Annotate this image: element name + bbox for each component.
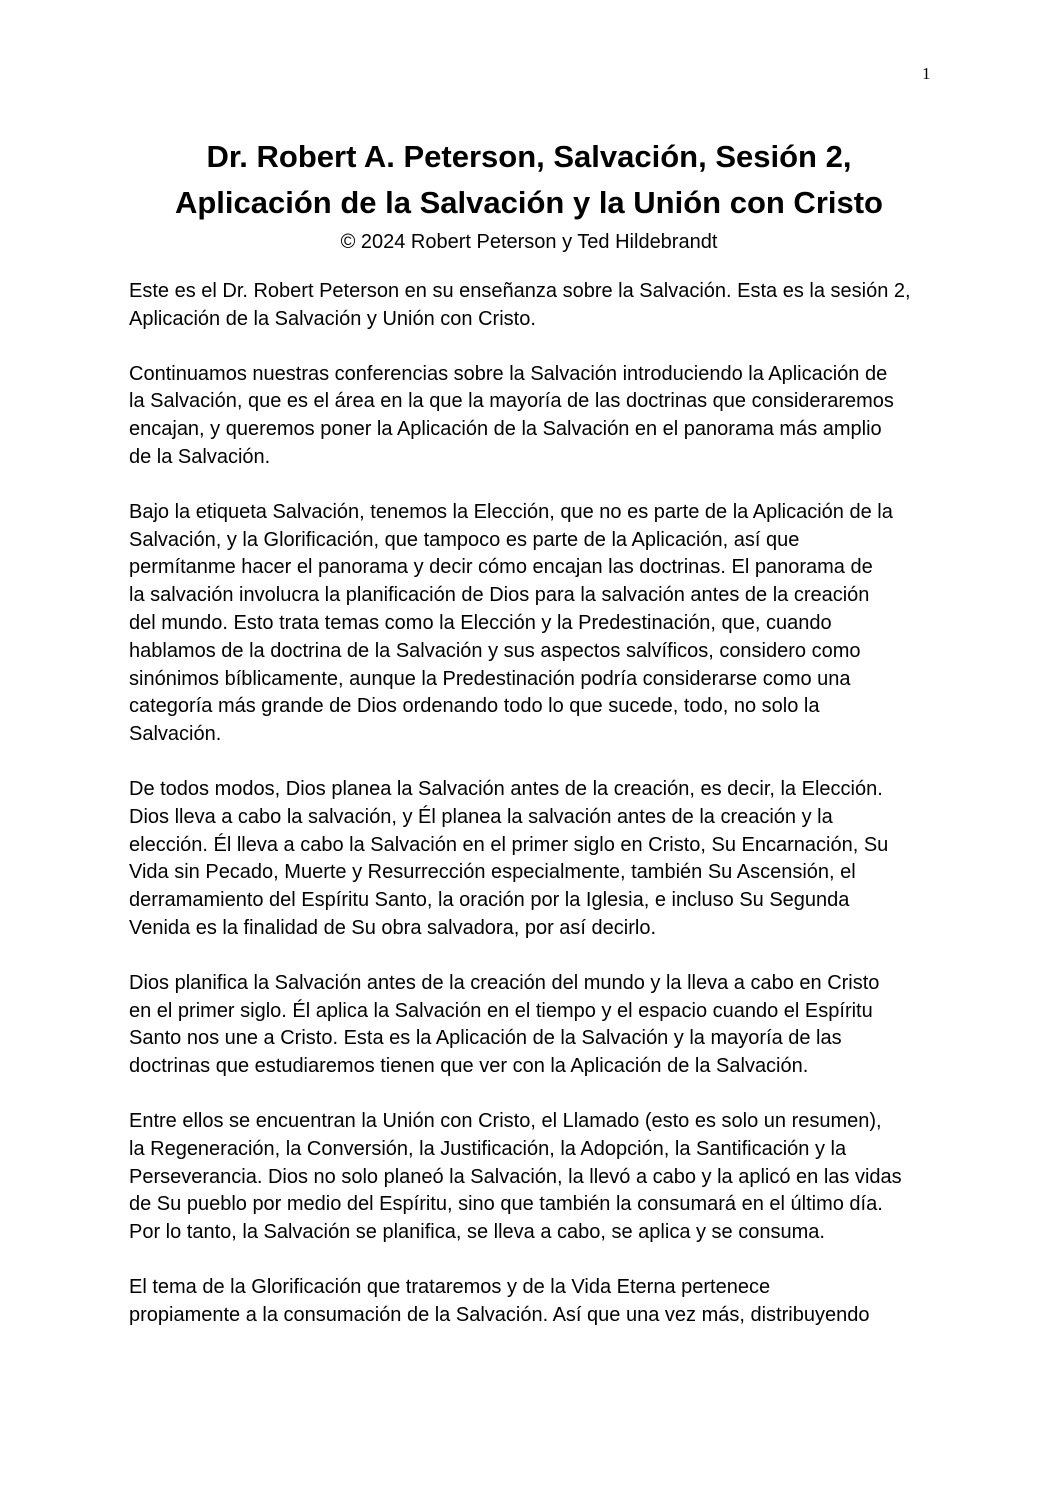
text-line: categoría más grande de Dios ordenando todo lo que sucede, todo, no solo la	[129, 695, 820, 718]
text-line: De todos modos, Dios planea la Salvación antes de la creación, es decir, la Elección.	[129, 777, 883, 800]
text-line: Dios planifica la Salvación antes de la creación del mundo y la lleva a cabo en Cristo	[129, 971, 880, 994]
text-line: Perseverancia. Dios no solo planeó la Salvación, la llevó a cabo y la aplicó en las vidas	[129, 1165, 902, 1188]
text-line: Venida es la finalidad de Su obra salvadora, por así decirlo.	[129, 916, 657, 939]
paragraph-6	[129, 1108, 929, 1247]
text-line: permítanme hacer el panorama y decir cómo encajan las doctrinas. El panorama de	[129, 556, 873, 579]
text-line: Salvación.	[129, 723, 222, 746]
text-line: Dios lleva a cabo la salvación, y Él planea la salvación antes de la creación y la	[129, 805, 833, 828]
text-line: hablamos de la doctrina de la Salvación y sus aspectos salvíficos, considero como	[129, 639, 861, 662]
text-line: la Salvación, que es el área en la que la mayoría de las doctrinas que consideraremos	[129, 390, 894, 413]
text-line: Bajo la etiqueta Salvación, tenemos la Elección, que no es parte de la Aplicación de la	[129, 500, 893, 523]
text-line: la salvación involucra la planificación de Dios para la salvación antes de la creación	[129, 584, 870, 607]
page-number: 1	[922, 64, 931, 83]
text-line: Entre ellos se encuentran la Unión con Cristo, el Llamado (esto es solo un resumen),	[129, 1109, 882, 1132]
paragraph-4	[129, 776, 929, 943]
text-line: de la Salvación.	[129, 445, 271, 468]
paragraph-5	[129, 970, 929, 1081]
paragraph-1	[129, 278, 929, 334]
text-line: de Su pueblo por medio del Espíritu, sino que también la consumará en el último día.	[129, 1193, 883, 1216]
document-header	[100, 134, 958, 256]
text-line: Continuamos nuestras conferencias sobre la Salvación introduciendo la Aplicación de	[129, 362, 888, 385]
text-line: El tema de la Glorificación que trataremos y de la Vida Eterna pertenece	[129, 1275, 771, 1298]
text-line: la Regeneración, la Conversión, la Justificación, la Adopción, la Santificación y la	[129, 1137, 847, 1160]
text-line: doctrinas que estudiaremos tienen que ver con la Aplicación de la Salvación.	[129, 1055, 809, 1078]
paragraph-7	[129, 1274, 929, 1330]
text-line: elección. Él lleva a cabo la Salvación en el primer siglo en Cristo, Su Encarnación, Su	[129, 833, 889, 856]
text-line: en el primer siglo. Él aplica la Salvación en el tiempo y el espacio cuando el Espíritu	[129, 999, 873, 1022]
paragraph-2	[129, 361, 929, 472]
text-line: Santo nos une a Cristo. Esta es la Aplicación de la Salvación y la mayoría de las	[129, 1027, 842, 1050]
page-title-line-1: Dr. Robert A. Peterson, Salvación, Sesión 2,	[206, 139, 852, 174]
text-line: Aplicación de la Salvación y Unión con Cristo.	[129, 307, 536, 330]
text-line: del mundo. Esto trata temas como la Elección y la Predestinación, que, cuando	[129, 611, 832, 634]
page-title-line-2: Aplicación de la Salvación y la Unión con Cristo	[174, 185, 883, 220]
text-line: sinónimos bíblicamente, aunque la Predestinación podría considerarse como una	[129, 667, 851, 690]
paragraph-3	[129, 499, 929, 749]
text-line: Vida sin Pecado, Muerte y Resurrección especialmente, también Su Ascensión, el	[129, 861, 856, 884]
text-line: Este es el Dr. Robert Peterson en su enseñanza sobre la Salvación. Esta es la sesión 2,	[129, 280, 911, 302]
text-line: derramamiento del Espíritu Santo, la oración por la Iglesia, e incluso Su Segunda	[129, 889, 850, 912]
text-line: encajan, y queremos poner la Aplicación de la Salvación en el panorama más amplio	[129, 418, 882, 441]
text-line: propiamente a la consumación de la Salvación. Así que una vez más, distribuyendo	[129, 1303, 870, 1326]
text-line: Salvación, y la Glorificación, que tampoco es parte de la Aplicación, así que	[129, 528, 800, 551]
text-line: Por lo tanto, la Salvación se planifica, se lleva a cabo, se aplica y se consuma.	[129, 1221, 825, 1244]
document-body	[129, 278, 929, 1357]
copyright-notice: © 2024 Robert Peterson y Ted Hildebrandt	[340, 231, 718, 253]
